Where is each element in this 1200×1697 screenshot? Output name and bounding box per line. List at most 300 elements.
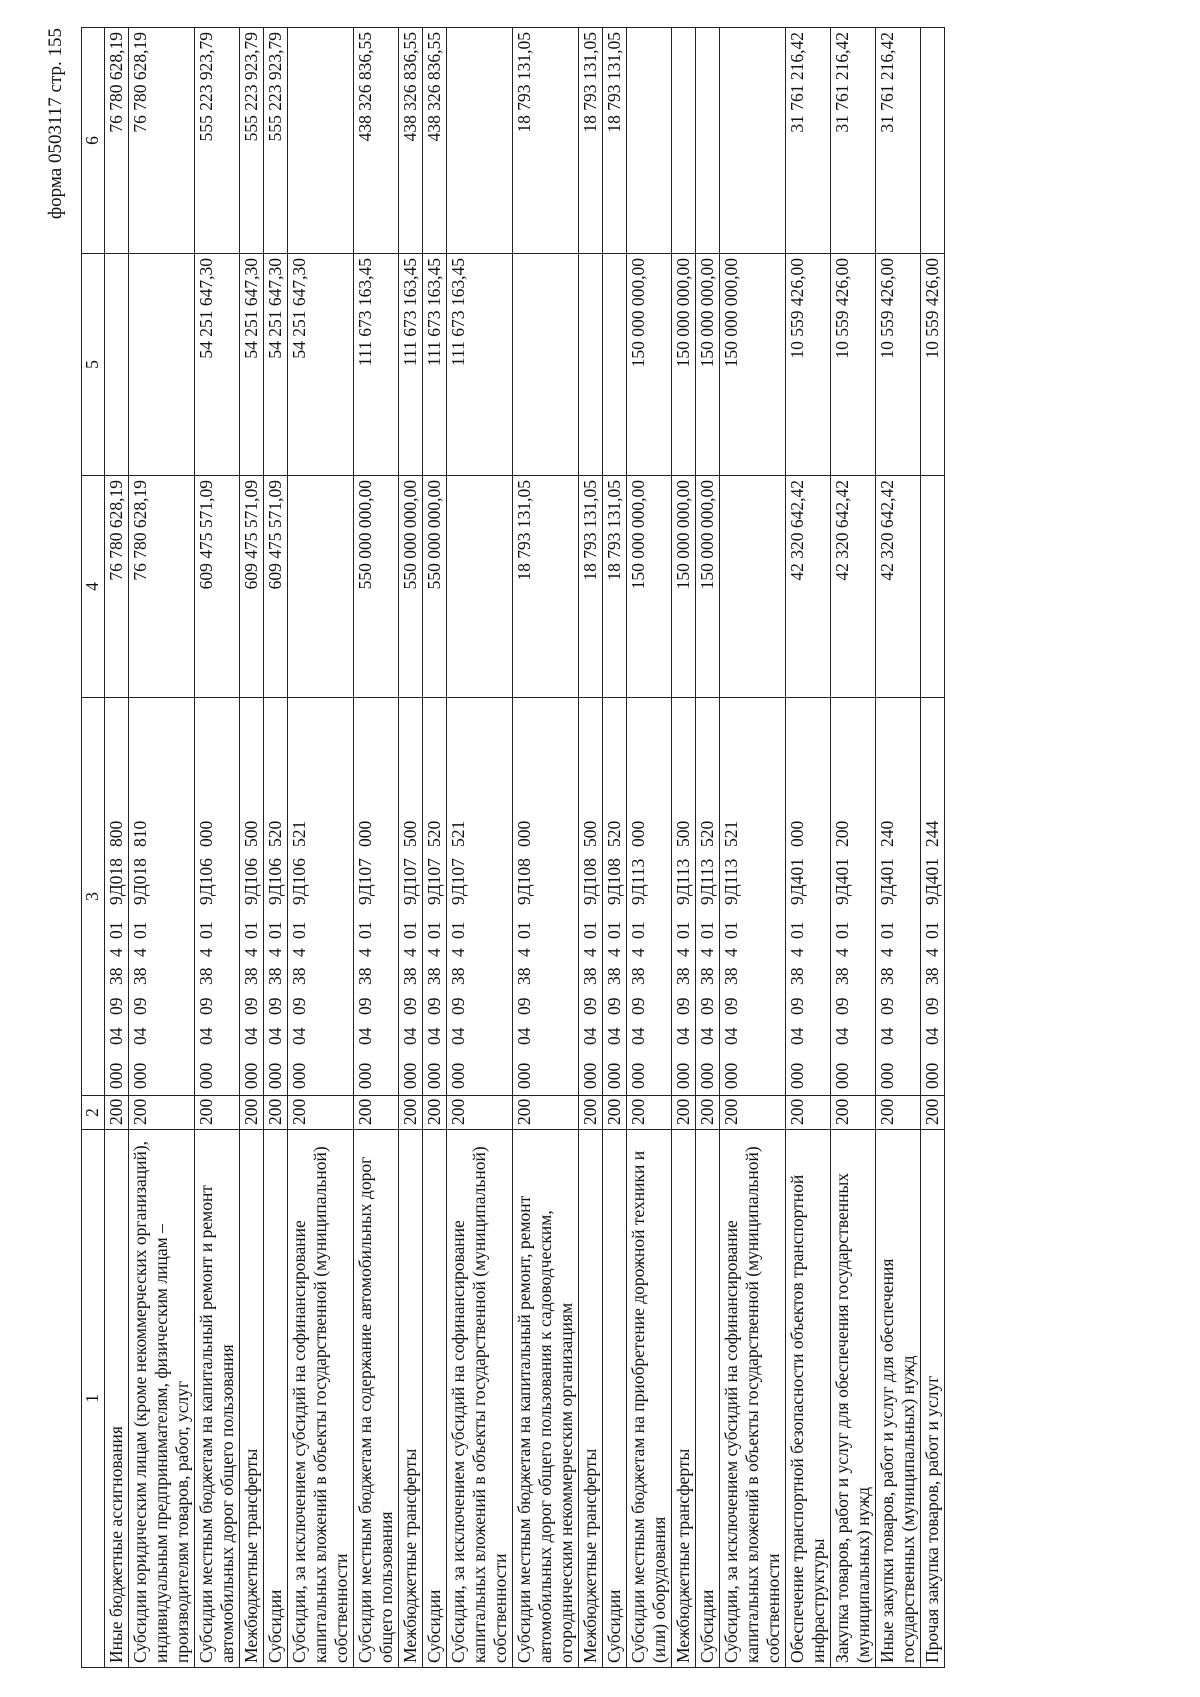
table-row (195, 28, 240, 1668)
budget-code-segment: 000 (877, 1062, 897, 1089)
column-header-6: 6 (82, 28, 105, 254)
budget-code-segment: 000 (628, 820, 648, 847)
budget-code-segment: 9Д018 (106, 858, 126, 905)
budget-code-segment: 38 (604, 967, 624, 985)
budget-code-segment: 000 (130, 1062, 150, 1089)
row-budget-code-cell (720, 698, 786, 1096)
row-approved-cell (720, 476, 786, 698)
budget-code-segment: 000 (400, 1062, 420, 1089)
row-executed-cell (603, 254, 627, 476)
budget-code-segment: 01 (628, 921, 648, 939)
budget-code-segment: 01 (832, 921, 852, 939)
row-line-code-cell: 200 (603, 1096, 627, 1130)
row-line-code-cell: 200 (129, 1096, 195, 1130)
row-line-code-cell: 200 (423, 1096, 447, 1130)
row-budget-code-cell (354, 698, 399, 1096)
row-name-cell: Субсидии местным бюджетам на капитальный ремонт, ремонт автомобильных дорог общего пользования к садоводческим, огородническим некоммерческим организациям (513, 1130, 579, 1668)
row-budget-code-cell (129, 698, 195, 1096)
row-line-code-cell: 200 (672, 1096, 696, 1130)
row-line-code-cell: 200 (786, 1096, 831, 1130)
row-unexecuted-cell: 18 793 131,05 (513, 28, 579, 254)
row-line-code-cell: 200 (354, 1096, 399, 1130)
row-line-code-cell: 200 (831, 1096, 876, 1130)
row-unexecuted-cell: 76 780 628,19 (105, 28, 129, 254)
table-row (627, 28, 672, 1668)
row-approved-cell (921, 476, 945, 698)
row-unexecuted-cell: 555 223 923,79 (264, 28, 288, 254)
row-name-cell: Субсидии местным бюджетам на содержание автомобильных дорог общего пользования (354, 1130, 399, 1668)
budget-code-segment: 04 (130, 1027, 150, 1045)
budget-code-segment: 000 (604, 1062, 624, 1089)
row-executed-cell: 10 559 426,00 (831, 254, 876, 476)
budget-code-segment: 000 (721, 1062, 741, 1089)
budget-code-segment: 09 (514, 997, 534, 1015)
table-row (696, 28, 720, 1668)
budget-code-segment: 09 (424, 997, 444, 1015)
budget-code-segment: 09 (832, 997, 852, 1015)
budget-code-segment: 04 (196, 1027, 216, 1045)
budget-code-segment: 000 (697, 1062, 717, 1089)
budget-code-segment: 01 (106, 921, 126, 939)
row-name-cell: Межбюджетные трансферты (240, 1130, 264, 1668)
table-row (672, 28, 696, 1668)
budget-code-segment: 810 (130, 820, 150, 847)
budget-code-segment: 4 (832, 948, 852, 957)
budget-code-segment: 520 (604, 820, 624, 847)
budget-code-segment: 38 (787, 967, 807, 985)
budget-code-segment: 000 (241, 1062, 261, 1089)
budget-code-segment: 000 (673, 1062, 693, 1089)
budget-code-segment: 521 (289, 820, 309, 847)
budget-code-segment: 09 (787, 997, 807, 1015)
budget-code-segment: 04 (721, 1027, 741, 1045)
budget-code-segment: 38 (424, 967, 444, 985)
budget-code-segment: 04 (697, 1027, 717, 1045)
row-name-cell: Субсидии, за исключением субсидий на софинансирование капитальных вложений в объекты государственной (муниципальной) собственности (288, 1130, 354, 1668)
budget-code-segment: 04 (265, 1027, 285, 1045)
budget-code-segment: 01 (289, 921, 309, 939)
row-name-cell: Субсидии, за исключением субсидий на софинансирование капитальных вложений в объекты государственной (муниципальной) собственности (447, 1130, 513, 1668)
budget-code-segment: 520 (265, 820, 285, 847)
budget-code-segment: 01 (673, 921, 693, 939)
row-approved-cell: 550 000 000,00 (423, 476, 447, 698)
budget-code-segment: 38 (448, 967, 468, 985)
row-name-cell: Прочая закупка товаров, работ и услуг (921, 1130, 945, 1668)
row-name-cell: Иные бюджетные ассигнования (105, 1130, 129, 1668)
budget-code-segment: 09 (265, 997, 285, 1015)
row-executed-cell: 54 251 647,30 (195, 254, 240, 476)
budget-code-segment: 9Д108 (514, 858, 534, 905)
row-budget-code-cell (831, 698, 876, 1096)
budget-code-segment: 04 (241, 1027, 261, 1045)
budget-code-segment: 000 (922, 1062, 942, 1089)
budget-code-segment: 04 (424, 1027, 444, 1045)
budget-code-segment: 38 (877, 967, 897, 985)
budget-code-segment: 500 (673, 820, 693, 847)
budget-code-segment: 04 (355, 1027, 375, 1045)
table-row (240, 28, 264, 1668)
budget-code-segment: 04 (604, 1027, 624, 1045)
budget-code-segment: 4 (424, 948, 444, 957)
row-budget-code-cell (627, 698, 672, 1096)
budget-code-segment: 9Д401 (877, 858, 897, 905)
budget-code-segment: 4 (721, 948, 741, 957)
budget-code-segment: 09 (130, 997, 150, 1015)
budget-code-segment: 01 (196, 921, 216, 939)
row-approved-cell: 609 475 571,09 (264, 476, 288, 698)
row-budget-code-cell (399, 698, 423, 1096)
form-caption: форма 0503117 стр. 155 (45, 28, 66, 220)
row-unexecuted-cell (447, 28, 513, 254)
budget-code-segment: 9Д113 (673, 858, 693, 905)
budget-code-segment: 09 (721, 997, 741, 1015)
budget-code-segment: 04 (628, 1027, 648, 1045)
row-name-cell: Субсидии (423, 1130, 447, 1668)
row-approved-cell (447, 476, 513, 698)
budget-code-segment: 4 (514, 948, 534, 957)
budget-code-segment: 09 (604, 997, 624, 1015)
row-line-code-cell: 200 (627, 1096, 672, 1130)
budget-code-segment: 38 (265, 967, 285, 985)
budget-code-segment: 4 (241, 948, 261, 957)
row-line-code-cell: 200 (240, 1096, 264, 1130)
budget-code-segment: 9Д108 (580, 858, 600, 905)
row-unexecuted-cell: 31 761 216,42 (786, 28, 831, 254)
budget-code-segment: 01 (514, 921, 534, 939)
row-approved-cell: 550 000 000,00 (399, 476, 423, 698)
row-name-cell: Субсидии, за исключением субсидий на софинансирование капитальных вложений в объекты государственной (муниципальной) собственности (720, 1130, 786, 1668)
budget-code-segment: 000 (514, 820, 534, 847)
row-name-cell: Субсидии (696, 1130, 720, 1668)
row-line-code-cell: 200 (696, 1096, 720, 1130)
budget-code-segment: 244 (922, 820, 942, 847)
row-unexecuted-cell (696, 28, 720, 254)
row-budget-code-cell (696, 698, 720, 1096)
row-unexecuted-cell: 438 326 836,55 (423, 28, 447, 254)
budget-code-segment: 01 (448, 921, 468, 939)
row-approved-cell: 609 475 571,09 (195, 476, 240, 698)
budget-code-segment: 500 (241, 820, 261, 847)
budget-code-segment: 9Д106 (265, 858, 285, 905)
row-name-cell: Закупка товаров, работ и услуг для обеспечения государственных (муниципальных) нужд (831, 1130, 876, 1668)
budget-code-segment: 9Д106 (241, 858, 261, 905)
budget-code-segment: 520 (697, 820, 717, 847)
budget-code-segment: 9Д018 (130, 858, 150, 905)
table-row (354, 28, 399, 1668)
row-executed-cell: 10 559 426,00 (876, 254, 921, 476)
budget-code-segment: 04 (289, 1027, 309, 1045)
budget-code-segment: 4 (673, 948, 693, 957)
row-budget-code-cell (513, 698, 579, 1096)
table-row (129, 28, 195, 1668)
table-row (447, 28, 513, 1668)
row-approved-cell: 18 793 131,05 (579, 476, 603, 698)
budget-code-segment: 000 (355, 1062, 375, 1089)
budget-code-segment: 200 (832, 820, 852, 847)
row-executed-cell: 111 673 163,45 (423, 254, 447, 476)
row-name-cell: Субсидии местным бюджетам на капитальный ремонт и ремонт автомобильных дорог общего пользования (195, 1130, 240, 1668)
row-line-code-cell: 200 (720, 1096, 786, 1130)
budget-code-segment: 9Д106 (196, 858, 216, 905)
budget-code-segment: 4 (106, 948, 126, 957)
budget-code-segment: 9Д401 (832, 858, 852, 905)
row-budget-code-cell (876, 698, 921, 1096)
row-executed-cell: 111 673 163,45 (354, 254, 399, 476)
budget-code-segment: 09 (196, 997, 216, 1015)
row-approved-cell: 76 780 628,19 (105, 476, 129, 698)
budget-code-segment: 38 (697, 967, 717, 985)
row-budget-code-cell (195, 698, 240, 1096)
budget-execution-table (81, 27, 945, 1668)
budget-code-segment: 38 (922, 967, 942, 985)
budget-code-segment: 9Д401 (787, 858, 807, 905)
budget-code-segment: 9Д108 (604, 858, 624, 905)
budget-code-segment: 000 (787, 1062, 807, 1089)
budget-code-segment: 4 (448, 948, 468, 957)
budget-code-segment: 000 (355, 820, 375, 847)
row-unexecuted-cell: 438 326 836,55 (399, 28, 423, 254)
row-budget-code-cell (288, 698, 354, 1096)
budget-code-segment: 01 (130, 921, 150, 939)
budget-code-segment: 4 (922, 948, 942, 957)
row-line-code-cell: 200 (399, 1096, 423, 1130)
budget-code-segment: 01 (265, 921, 285, 939)
row-executed-cell: 150 000 000,00 (720, 254, 786, 476)
row-approved-cell: 18 793 131,05 (513, 476, 579, 698)
row-executed-cell (513, 254, 579, 476)
budget-code-segment: 01 (721, 921, 741, 939)
row-unexecuted-cell (288, 28, 354, 254)
budget-code-segment: 04 (514, 1027, 534, 1045)
budget-code-segment: 500 (580, 820, 600, 847)
row-approved-cell: 609 475 571,09 (240, 476, 264, 698)
budget-code-segment: 9Д401 (922, 858, 942, 905)
table-row (786, 28, 831, 1668)
row-executed-cell: 111 673 163,45 (399, 254, 423, 476)
row-executed-cell: 150 000 000,00 (696, 254, 720, 476)
row-name-cell: Обеспечение транспортной безопасности объектов транспортной инфраструктуры (786, 1130, 831, 1668)
row-executed-cell: 10 559 426,00 (786, 254, 831, 476)
row-budget-code-cell (264, 698, 288, 1096)
row-unexecuted-cell (672, 28, 696, 254)
row-approved-cell: 42 320 642,42 (831, 476, 876, 698)
row-executed-cell (579, 254, 603, 476)
row-executed-cell (129, 254, 195, 476)
row-line-code-cell: 200 (447, 1096, 513, 1130)
row-line-code-cell: 200 (876, 1096, 921, 1130)
budget-code-segment: 521 (721, 820, 741, 847)
budget-code-segment: 09 (400, 997, 420, 1015)
budget-code-segment: 09 (877, 997, 897, 1015)
row-approved-cell: 150 000 000,00 (627, 476, 672, 698)
budget-code-segment: 000 (628, 1062, 648, 1089)
budget-code-segment: 38 (673, 967, 693, 985)
row-approved-cell: 150 000 000,00 (672, 476, 696, 698)
budget-code-segment: 4 (265, 948, 285, 957)
budget-code-segment: 09 (289, 997, 309, 1015)
row-budget-code-cell (240, 698, 264, 1096)
table-row (831, 28, 876, 1668)
budget-code-segment: 000 (265, 1062, 285, 1089)
budget-code-segment: 38 (580, 967, 600, 985)
budget-code-segment: 38 (514, 967, 534, 985)
row-unexecuted-cell: 18 793 131,05 (603, 28, 627, 254)
column-header-2: 2 (82, 1096, 105, 1130)
budget-code-segment: 09 (673, 997, 693, 1015)
row-executed-cell: 111 673 163,45 (447, 254, 513, 476)
budget-code-segment: 01 (877, 921, 897, 939)
row-line-code-cell: 200 (288, 1096, 354, 1130)
budget-code-segment: 38 (130, 967, 150, 985)
budget-code-segment: 38 (832, 967, 852, 985)
budget-code-segment: 4 (196, 948, 216, 957)
row-approved-cell: 42 320 642,42 (876, 476, 921, 698)
row-executed-cell: 150 000 000,00 (672, 254, 696, 476)
budget-code-segment: 01 (697, 921, 717, 939)
row-budget-code-cell (579, 698, 603, 1096)
budget-code-segment: 04 (922, 1027, 942, 1045)
budget-code-segment: 4 (877, 948, 897, 957)
row-name-cell: Субсидии (264, 1130, 288, 1668)
rotated-page-content (45, 28, 1185, 1668)
row-name-cell: Межбюджетные трансферты (399, 1130, 423, 1668)
budget-code-segment: 9Д107 (400, 858, 420, 905)
row-approved-cell: 76 780 628,19 (129, 476, 195, 698)
table-row (105, 28, 129, 1668)
budget-code-segment: 04 (787, 1027, 807, 1045)
budget-code-segment: 38 (241, 967, 261, 985)
budget-code-segment: 000 (289, 1062, 309, 1089)
budget-code-segment: 000 (448, 1062, 468, 1089)
row-name-cell: Иные закупки товаров, работ и услуг для обеспечения государственных (муниципальных) нужд (876, 1130, 921, 1668)
table-row (513, 28, 579, 1668)
budget-code-segment: 4 (580, 948, 600, 957)
budget-code-segment: 04 (832, 1027, 852, 1045)
budget-code-segment: 000 (196, 1062, 216, 1089)
table-row (603, 28, 627, 1668)
budget-code-segment: 09 (922, 997, 942, 1015)
row-unexecuted-cell (720, 28, 786, 254)
budget-code-segment: 800 (106, 820, 126, 847)
budget-code-segment: 4 (130, 948, 150, 957)
budget-code-segment: 01 (355, 921, 375, 939)
row-executed-cell: 10 559 426,00 (921, 254, 945, 476)
budget-code-segment: 01 (400, 921, 420, 939)
budget-code-segment: 38 (289, 967, 309, 985)
row-budget-code-cell (603, 698, 627, 1096)
column-header-4: 4 (82, 476, 105, 698)
budget-code-segment: 9Д107 (448, 858, 468, 905)
budget-code-segment: 9Д113 (721, 858, 741, 905)
row-budget-code-cell (921, 698, 945, 1096)
row-budget-code-cell (105, 698, 129, 1096)
budget-code-segment: 000 (832, 1062, 852, 1089)
budget-code-segment: 01 (424, 921, 444, 939)
column-header-3: 3 (82, 698, 105, 1096)
budget-code-segment: 4 (604, 948, 624, 957)
budget-code-segment: 04 (448, 1027, 468, 1045)
table-row (399, 28, 423, 1668)
row-line-code-cell: 200 (513, 1096, 579, 1130)
row-name-cell: Межбюджетные трансферты (672, 1130, 696, 1668)
budget-code-segment: 000 (514, 1062, 534, 1089)
row-name-cell: Межбюджетные трансферты (579, 1130, 603, 1668)
budget-code-segment: 000 (424, 1062, 444, 1089)
row-approved-cell: 550 000 000,00 (354, 476, 399, 698)
budget-code-segment: 04 (877, 1027, 897, 1045)
row-executed-cell: 54 251 647,30 (264, 254, 288, 476)
row-executed-cell: 54 251 647,30 (240, 254, 264, 476)
budget-code-segment: 521 (448, 820, 468, 847)
budget-code-segment: 38 (106, 967, 126, 985)
budget-code-segment: 38 (355, 967, 375, 985)
column-header-1: 1 (82, 1130, 105, 1668)
budget-code-segment: 09 (580, 997, 600, 1015)
table-row (264, 28, 288, 1668)
budget-code-segment: 09 (628, 997, 648, 1015)
row-line-code-cell: 200 (105, 1096, 129, 1130)
budget-code-segment: 04 (673, 1027, 693, 1045)
row-unexecuted-cell (627, 28, 672, 254)
column-number-row (82, 28, 105, 1668)
budget-code-segment: 9Д107 (355, 858, 375, 905)
budget-code-segment: 04 (400, 1027, 420, 1045)
budget-code-segment: 4 (289, 948, 309, 957)
budget-code-segment: 000 (196, 820, 216, 847)
row-executed-cell: 150 000 000,00 (627, 254, 672, 476)
budget-code-segment: 4 (697, 948, 717, 957)
budget-code-segment: 04 (106, 1027, 126, 1045)
budget-code-segment: 000 (106, 1062, 126, 1089)
row-unexecuted-cell: 555 223 923,79 (240, 28, 264, 254)
row-unexecuted-cell: 31 761 216,42 (831, 28, 876, 254)
table-row (579, 28, 603, 1668)
budget-code-segment: 04 (580, 1027, 600, 1045)
budget-code-segment: 01 (922, 921, 942, 939)
budget-code-segment: 520 (424, 820, 444, 847)
budget-code-segment: 500 (400, 820, 420, 847)
table-row (720, 28, 786, 1668)
budget-code-segment: 01 (580, 921, 600, 939)
row-unexecuted-cell: 76 780 628,19 (129, 28, 195, 254)
row-approved-cell: 42 320 642,42 (786, 476, 831, 698)
row-unexecuted-cell: 438 326 836,55 (354, 28, 399, 254)
row-line-code-cell: 200 (195, 1096, 240, 1130)
row-budget-code-cell (447, 698, 513, 1096)
row-line-code-cell: 200 (264, 1096, 288, 1130)
row-executed-cell: 54 251 647,30 (288, 254, 354, 476)
row-budget-code-cell (672, 698, 696, 1096)
budget-code-segment: 01 (604, 921, 624, 939)
budget-code-segment: 4 (787, 948, 807, 957)
column-header-5: 5 (82, 254, 105, 476)
budget-code-segment: 000 (580, 1062, 600, 1089)
budget-code-segment: 09 (697, 997, 717, 1015)
row-approved-cell: 18 793 131,05 (603, 476, 627, 698)
budget-code-segment: 9Д113 (697, 858, 717, 905)
budget-code-segment: 09 (241, 997, 261, 1015)
row-unexecuted-cell: 555 223 923,79 (195, 28, 240, 254)
budget-code-segment: 9Д107 (424, 858, 444, 905)
row-approved-cell (288, 476, 354, 698)
row-name-cell: Субсидии юридическим лицам (кроме некоммерческих организаций), индивидуальным предпринимателям, физическим лицам – производителям товаров, работ, услуг (129, 1130, 195, 1668)
row-name-cell: Субсидии (603, 1130, 627, 1668)
budget-code-segment: 000 (787, 820, 807, 847)
row-line-code-cell: 200 (921, 1096, 945, 1130)
table-body (105, 28, 945, 1668)
table-row (423, 28, 447, 1668)
budget-code-segment: 4 (355, 948, 375, 957)
